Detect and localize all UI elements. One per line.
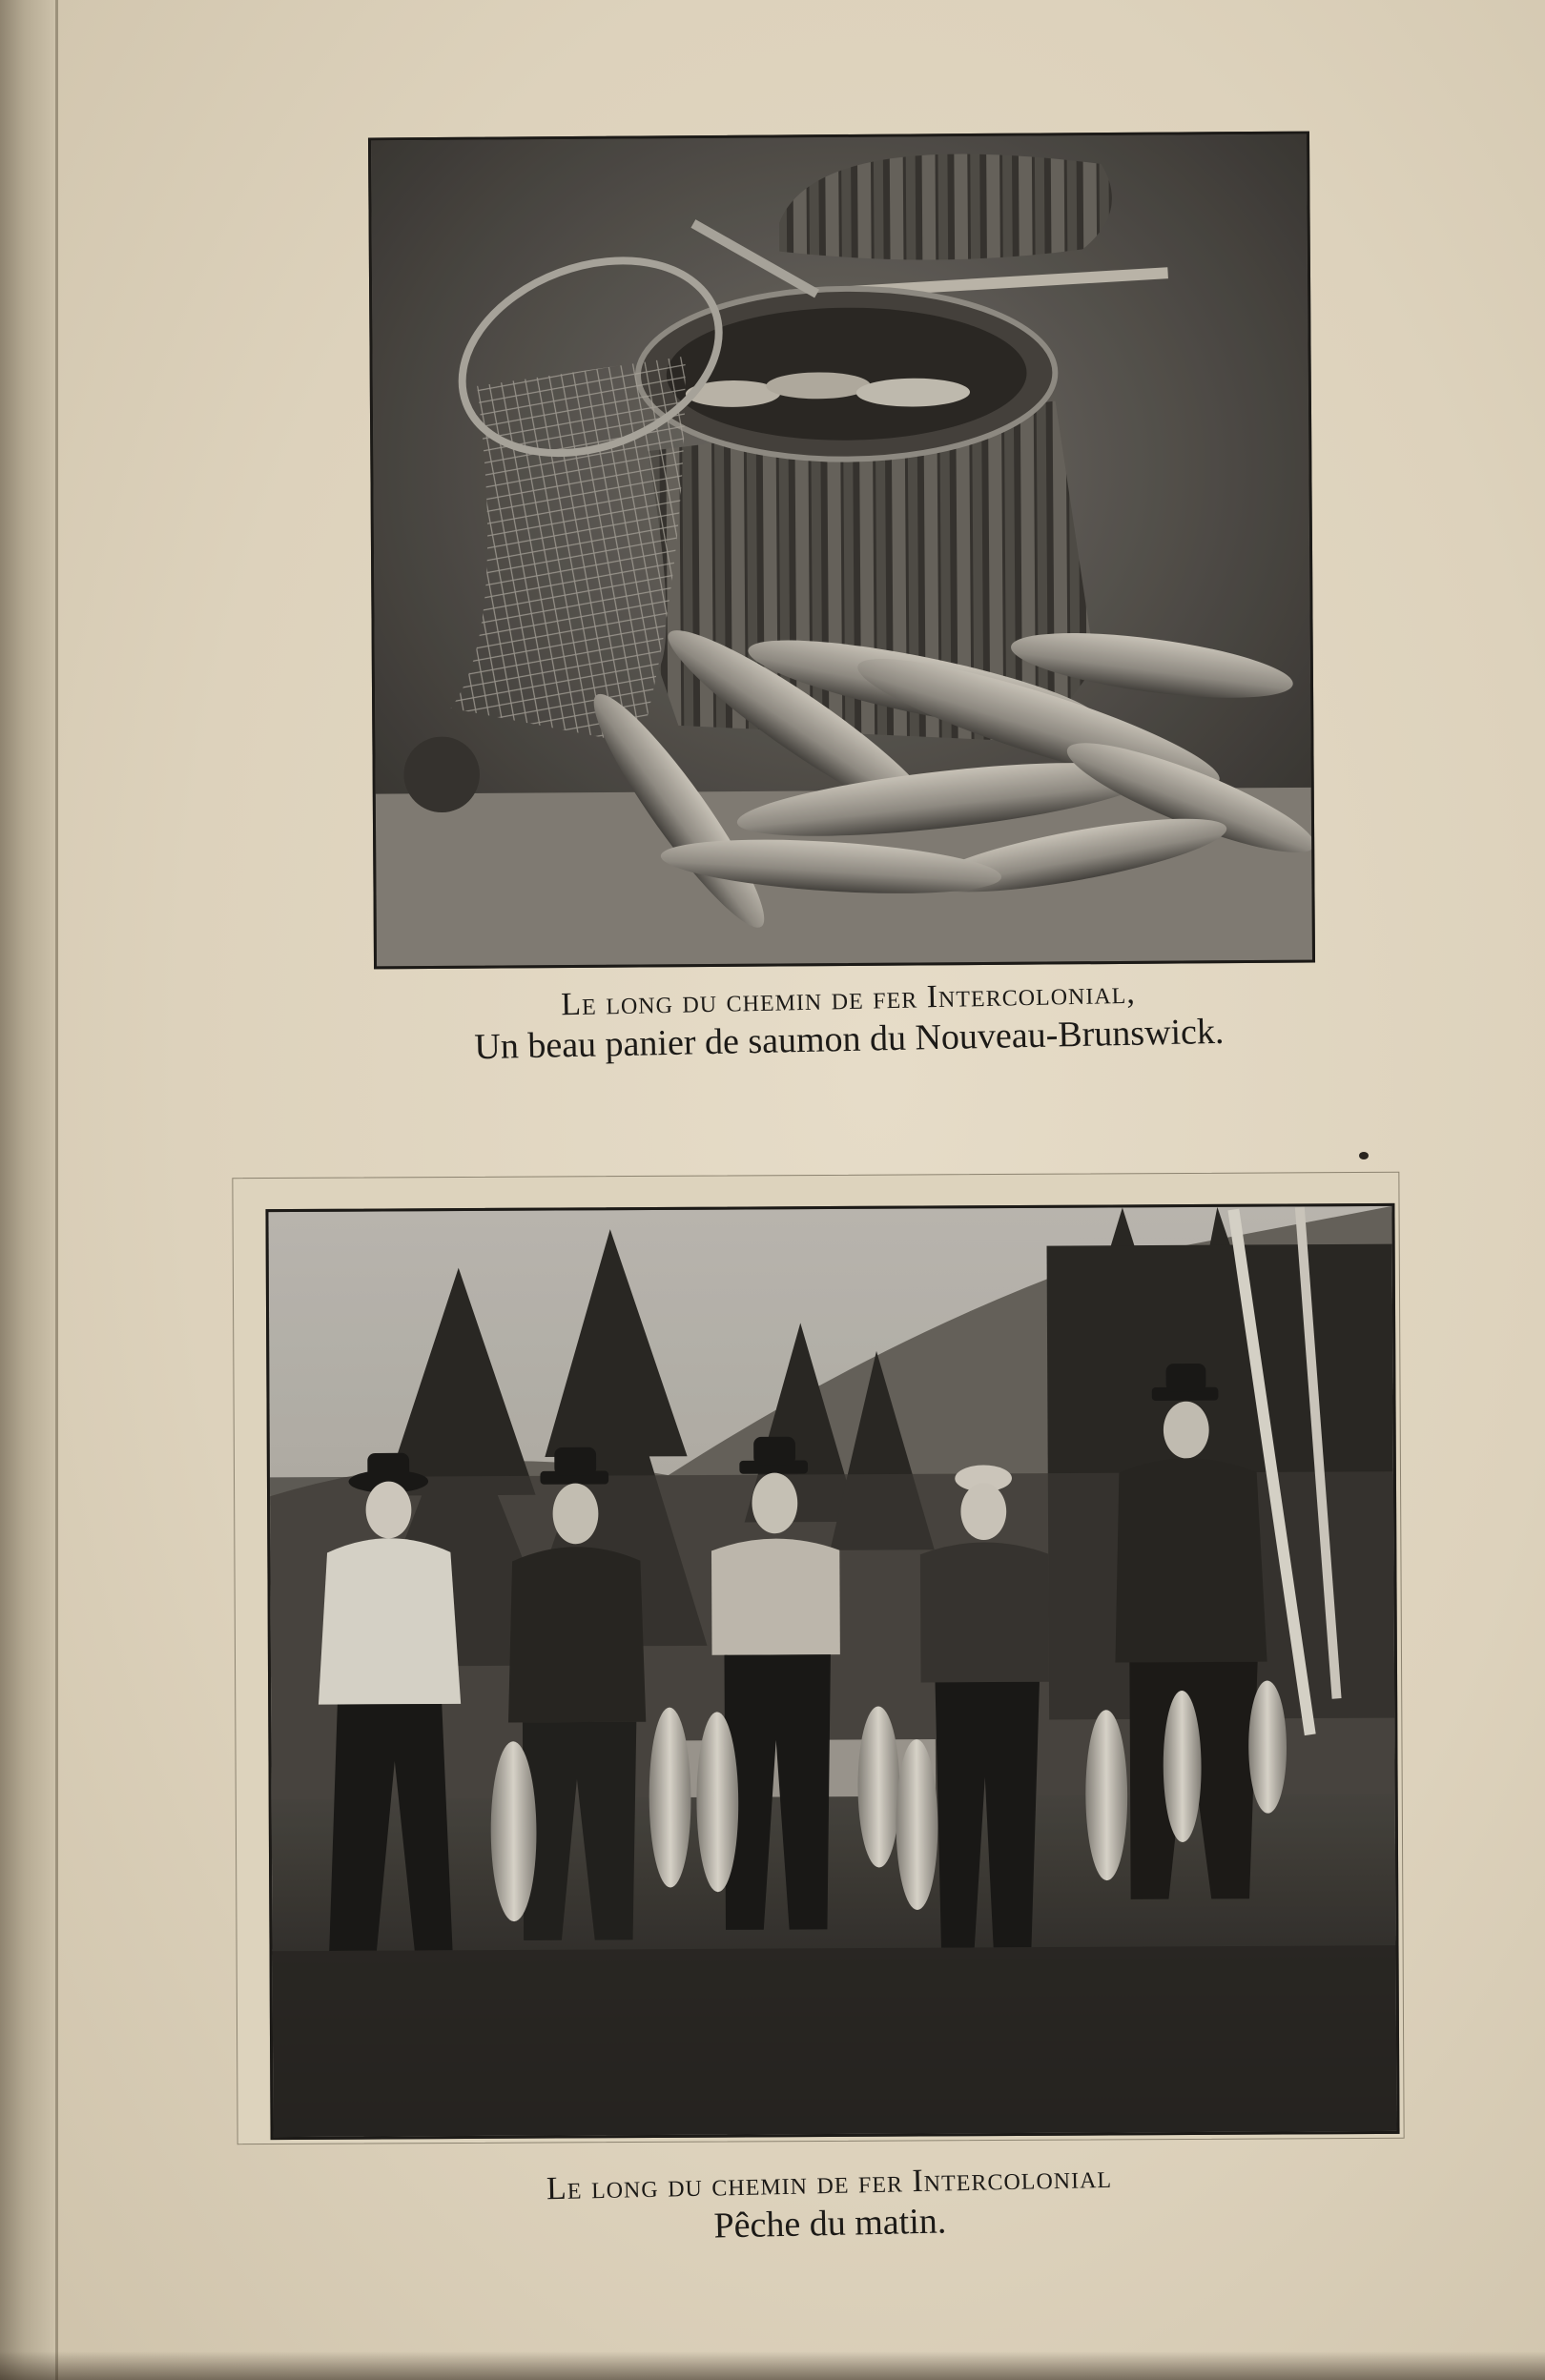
- caption-top-line1: Le long du chemin de fer Intercolonial,: [560, 975, 1137, 1023]
- photo-salmon-basket: [368, 132, 1315, 970]
- ink-speck: [1359, 1152, 1369, 1159]
- book-binding: [0, 0, 55, 2380]
- photo-fishermen-group: [265, 1203, 1399, 2140]
- caption-top-line2: Un beau panier de saumon du Nouveau-Brunswick.: [473, 1011, 1225, 1068]
- page-bottom-shadow: [0, 2351, 1545, 2380]
- caption-bottom: [447, 2157, 1212, 2254]
- caption-bottom-line1: Le long du chemin de fer Intercolonial: [546, 2159, 1113, 2207]
- caption-bottom-line2: Pêche du matin.: [713, 2201, 947, 2247]
